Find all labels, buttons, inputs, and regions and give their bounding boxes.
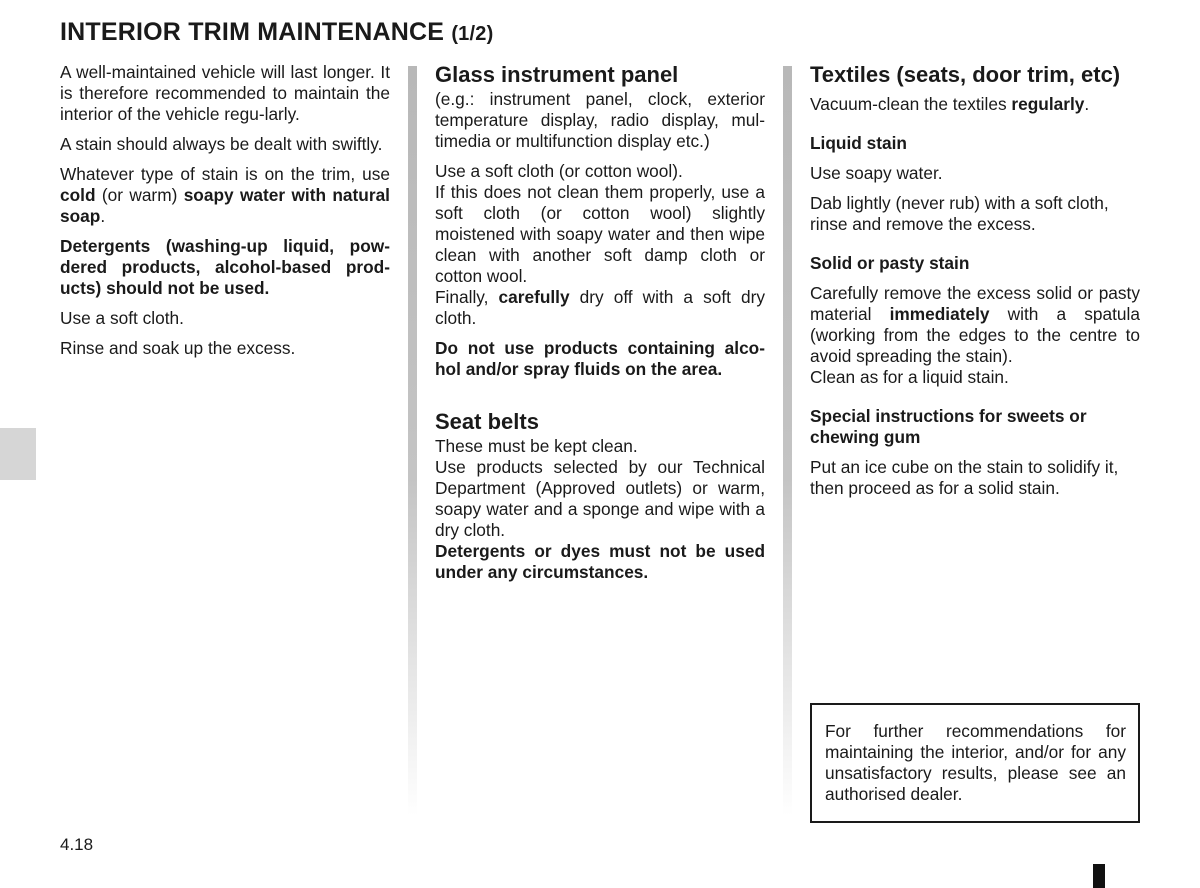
seat-belts-heading: Seat belts bbox=[435, 409, 539, 434]
solid-clean-paragraph: Clean as for a liquid stain. bbox=[810, 367, 1009, 387]
textiles-heading: Textiles (seats, door trim, etc) bbox=[810, 62, 1121, 87]
recommendation-note-box bbox=[810, 703, 1140, 823]
liquid-dab-paragraph: Dab lightly (never rub) with a soft cloth, rinse and remove the excess. bbox=[810, 193, 1109, 234]
page-title-text: INTERIOR TRIM MAINTENANCE bbox=[60, 18, 445, 46]
text-run: . bbox=[1084, 94, 1090, 114]
solid-remove-paragraph bbox=[810, 283, 1140, 367]
soapy-water-paragraph bbox=[60, 164, 390, 227]
solid-stain-heading: Solid or pasty stain bbox=[810, 253, 970, 273]
sweets-heading: Special instructions for sweets or chewing gum bbox=[810, 406, 1087, 447]
column-general bbox=[60, 62, 390, 368]
glass-soft-cloth-paragraph: Use a soft cloth (or cotton wool). bbox=[435, 161, 683, 181]
rinse-paragraph: Rinse and soak up the excess. bbox=[60, 338, 296, 358]
glass-moisten-paragraph: If this does not clean them properly, use a soft cloth (or cotton wool) slightly moistened with soapy water and then wipe clean with another soft damp cloth or cotton wool. bbox=[435, 182, 765, 286]
soft-cloth-paragraph: Use a soft cloth. bbox=[60, 308, 184, 328]
belts-detergent-warning: Detergents or dyes must not be used under any circumstances. bbox=[435, 541, 765, 582]
belts-products-paragraph: Use products selected by our Technical Department (Approved outlets) or warm, soapy water and a sponge and wipe with a dry cloth. bbox=[435, 457, 765, 540]
glass-panel-heading: Glass instrument panel bbox=[435, 62, 679, 87]
page-edge-marker bbox=[1093, 864, 1105, 888]
text-run: dry off with a soft dry cloth. bbox=[435, 287, 766, 328]
bold-run: immediately bbox=[889, 304, 990, 324]
liquid-stain-heading: Liquid stain bbox=[810, 133, 907, 153]
section-spacer bbox=[435, 389, 765, 409]
stain-speed-paragraph: A stain should always be dealt with swiftly. bbox=[60, 134, 383, 154]
text-run: Whatever type of stain is on the trim, use bbox=[60, 164, 390, 184]
text-run: Vacuum-clean the textiles bbox=[810, 94, 1012, 114]
chapter-tab-marker bbox=[0, 428, 36, 480]
textiles-vacuum-paragraph bbox=[810, 94, 1140, 115]
liquid-soapy-paragraph: Use soapy water. bbox=[810, 163, 943, 183]
column-textiles bbox=[810, 62, 1140, 508]
text-run: with a spatula (working from the edges to the centre to avoid spreading the stain). bbox=[810, 304, 1140, 366]
detergent-warning: Detergents (washing-up liquid, pow-dered products, alcohol-based prod-ucts) should not be used. bbox=[60, 236, 390, 298]
glass-examples-paragraph: (e.g.: instrument panel, clock, exterior temperature display, radio display, mul-timedia or multifunction display etc.) bbox=[435, 89, 765, 151]
recommendation-note-text: For further recommendations for maintaining the interior, and/or for any unsatisfactory results, please see an authorised dealer. bbox=[825, 721, 1126, 804]
intro-paragraph: A well-maintained vehicle will last longer. It is therefore recommended to maintain the interior of the vehicle regu-larly. bbox=[60, 62, 390, 124]
bold-run: soapy water with natural soap bbox=[60, 185, 390, 226]
text-run: (or warm) bbox=[95, 185, 184, 205]
bold-run: cold bbox=[60, 185, 96, 205]
sweets-ice-paragraph: Put an ice cube on the stain to solidify it, then proceed as for a solid stain. bbox=[810, 457, 1119, 498]
page-part-indicator: (1/2) bbox=[451, 23, 494, 45]
bold-run: carefully bbox=[498, 287, 570, 307]
text-run: Finally, bbox=[435, 287, 499, 307]
text-run: Carefully remove the excess solid or pasty material bbox=[810, 283, 1140, 324]
page-title bbox=[60, 18, 493, 47]
page-number: 4.18 bbox=[60, 835, 94, 854]
column-glass-belts bbox=[435, 62, 765, 592]
text-run: . bbox=[100, 206, 106, 226]
belts-clean-paragraph: These must be kept clean. bbox=[435, 436, 638, 456]
column-divider-bar bbox=[408, 66, 417, 816]
glass-dry-paragraph bbox=[435, 287, 765, 329]
glass-alcohol-warning: Do not use products containing alco-hol and/or spray fluids on the area. bbox=[435, 338, 765, 379]
column-divider-bar bbox=[783, 66, 792, 816]
bold-run: regularly bbox=[1011, 94, 1085, 114]
